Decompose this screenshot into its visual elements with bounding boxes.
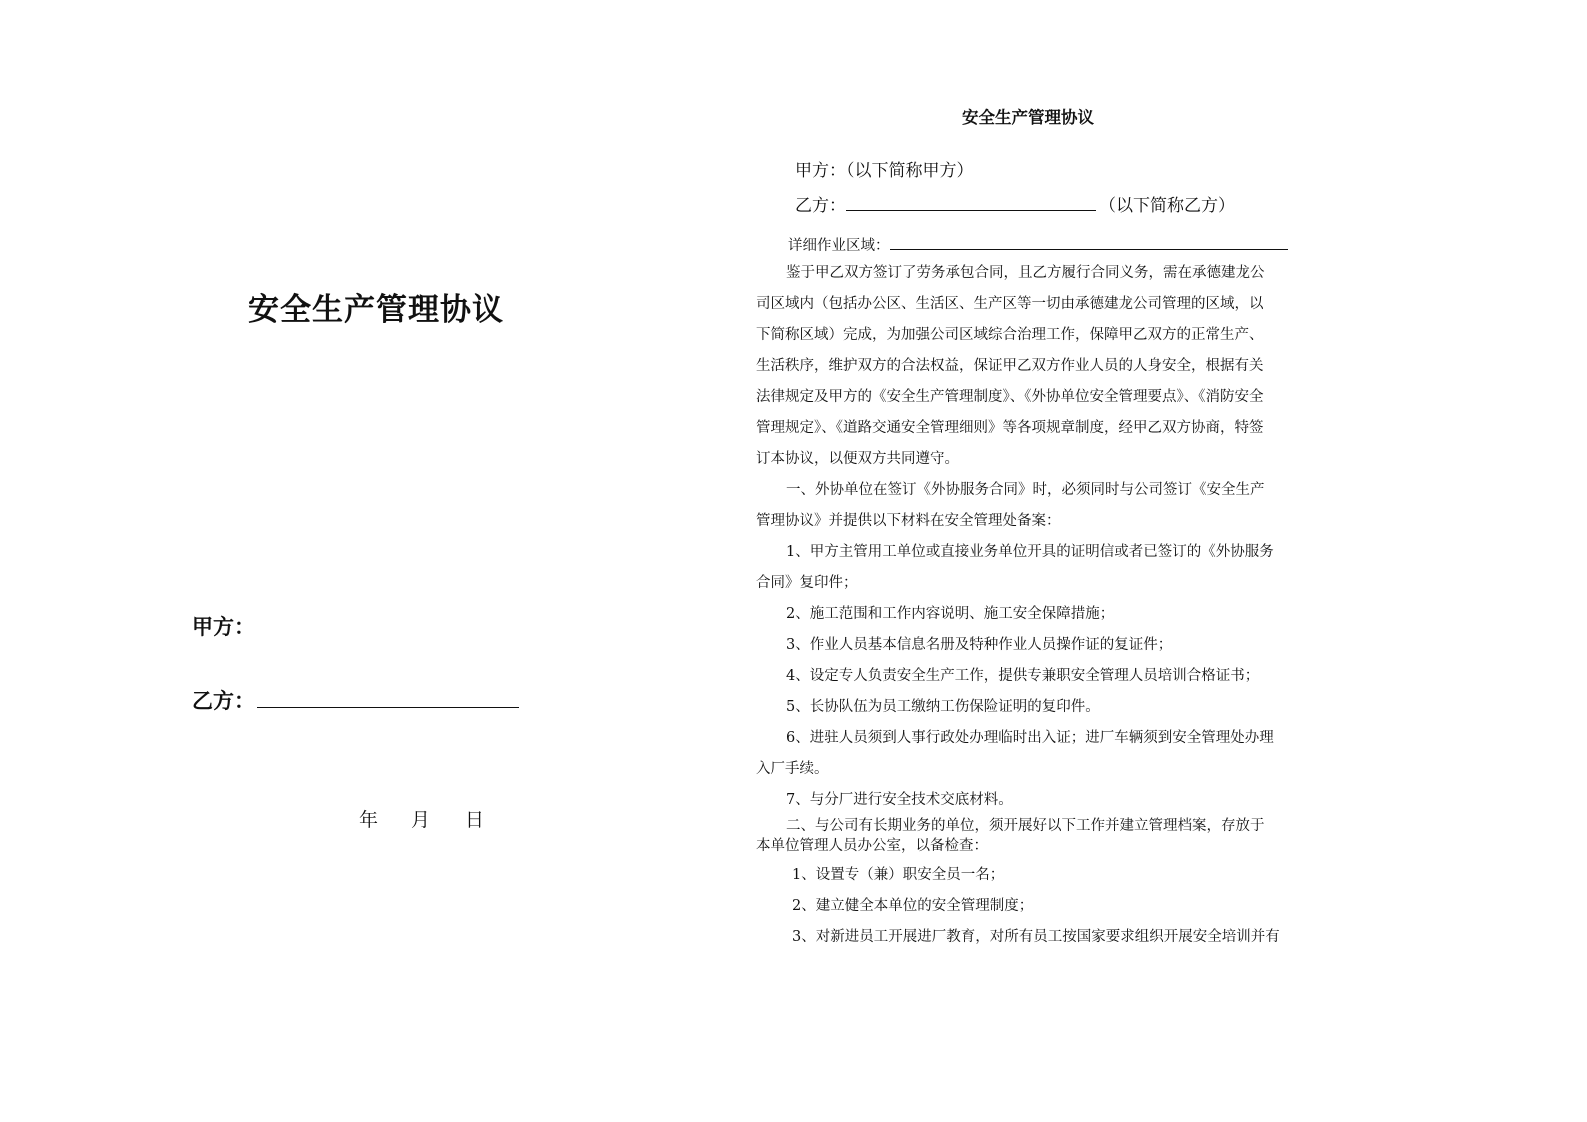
agreement-body: [756, 258, 1316, 953]
list-item: 1、设置专（兼）职安全员一名；: [792, 867, 1005, 883]
body-line: 管理协议》并提供以下材料在安全管理处备案：: [756, 513, 1061, 529]
cover-party-a-label: 甲方：: [192, 614, 255, 639]
body-line: 管理规定》、《道路交通安全管理细则》等各项规章制度，经甲乙双方协商，特签: [756, 420, 1264, 436]
cover-date-day: 日: [465, 809, 485, 831]
body-line: 生活秩序，维护双方的合法权益，保证甲乙双方作业人员的人身安全，根据有关: [756, 358, 1264, 374]
party-b-suffix: （以下简称乙方）: [1099, 196, 1235, 216]
party-a-line: 甲方：（以下简称甲方）: [795, 161, 974, 181]
list-item: 6、进驻人员须到人事行政处办理临时出入证；进厂车辆须到安全管理处办理: [786, 730, 1274, 746]
agreement-page: [756, 0, 1587, 1122]
cover-date-month: 月: [411, 809, 431, 831]
party-b-line: [795, 191, 1235, 216]
cover-party-b-label: 乙方：: [192, 688, 255, 713]
section-one-heading: 一、外协单位在签订《外协服务合同》时，必须同时与公司签订《安全生产: [786, 482, 1265, 498]
cover-date-year: 年: [359, 809, 379, 831]
party-b-blank: [846, 193, 1096, 211]
list-item: 2、建立健全本单位的安全管理制度；: [792, 898, 1034, 914]
body-line: 司区域内（包括办公区、生活区、生产区等一切由承德建龙公司管理的区域，以: [756, 296, 1264, 312]
body-line: 订本协议，以便双方共同遵守。: [756, 451, 959, 467]
cover-party-b: [192, 685, 519, 715]
body-line: 鉴于甲乙双方签订了劳务承包合同，且乙方履行合同义务，需在承德建龙公: [786, 265, 1265, 281]
work-zone-blank: [890, 233, 1288, 250]
body-line: 下简称区域）完成，为加强公司区域综合治理工作，保障甲乙双方的正常生产、: [756, 327, 1264, 343]
body-line: 入厂手续。: [756, 761, 829, 777]
cover-page: [0, 0, 770, 1122]
list-item: 7、与分厂进行安全技术交底材料。: [786, 792, 1013, 808]
cover-title: 安全生产管理协议: [248, 292, 504, 328]
body-line: 合同》复印件；: [756, 575, 858, 591]
list-item: 1、甲方主管用工单位或直接业务单位开具的证明信或者已签订的《外协服务: [786, 544, 1274, 560]
body-line: 本单位管理人员办公室，以备检查：: [756, 838, 988, 854]
cover-party-a: [192, 611, 255, 641]
section-two-heading: 二、与公司有长期业务的单位，须开展好以下工作并建立管理档案，存放于: [786, 818, 1265, 834]
body-line: 法律规定及甲方的《安全生产管理制度》、《外协单位安全管理要点》、《消防安全: [756, 389, 1264, 405]
cover-party-b-blank: [257, 689, 519, 708]
list-item: 3、对新进员工开展进厂教育，对所有员工按国家要求组织开展安全培训并有: [792, 929, 1280, 945]
work-zone-label: 详细作业区域：: [788, 238, 890, 254]
list-item: 2、施工范围和工作内容说明、施工安全保障措施；: [786, 606, 1115, 622]
list-item: 5、长协队伍为员工缴纳工伤保险证明的复印件。: [786, 699, 1100, 715]
document-title: 安全生产管理协议: [962, 108, 1094, 127]
list-item: 3、作业人员基本信息名册及特种作业人员操作证的复证件；: [786, 637, 1173, 653]
party-b-label: 乙方：: [795, 196, 846, 216]
work-zone-line: [788, 233, 1288, 255]
list-item: 4、设定专人负责安全生产工作，提供专兼职安全管理人员培训合格证书；: [786, 668, 1260, 684]
